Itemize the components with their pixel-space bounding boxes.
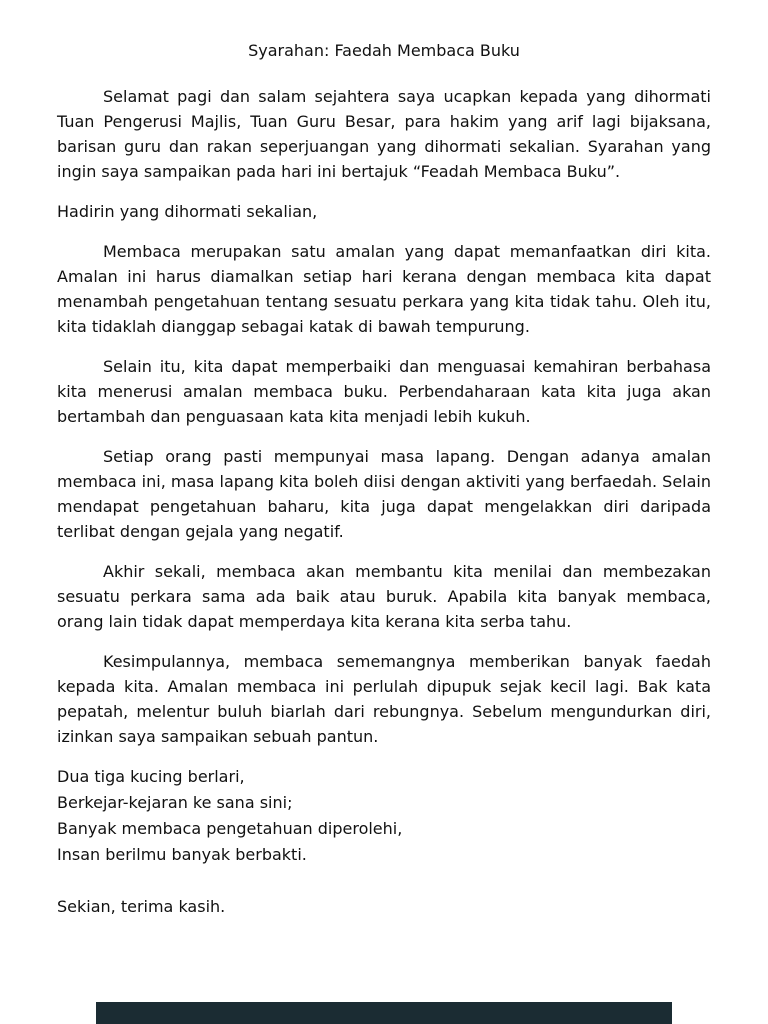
pantun-poem (57, 764, 711, 868)
footer-watermark-bar (96, 1002, 672, 1024)
paragraph-conclusion: Kesimpulannya, membaca sememangnya memberikan banyak faedah kepada kita. Amalan membaca ini perlulah dipupuk sejak kecil lagi. Bak kata pepatah, melentur buluh biarlah dari rebungnya. Sebelum mengundurkan diri, izinkan saya sampaikan sebuah pantun. (57, 652, 711, 746)
closing-line: Sekian, terima kasih. (57, 897, 226, 916)
paragraph-salutation: Hadirin yang dihormati sekalian, (57, 202, 318, 221)
pantun-line: Banyak membaca pengetahuan diperolehi, (57, 819, 403, 838)
paragraph-body-1: Membaca merupakan satu amalan yang dapat memanfaatkan diri kita. Amalan ini harus diamalkan setiap hari kerana dengan membaca kita dapat menambah pengetahuan tentang sesuatu perkara yang kita tidak tahu. Oleh itu, kita tidaklah dianggap sebagai katak di bawah tempurung. (57, 242, 711, 336)
pantun-line: Berkejar-kejaran ke sana sini; (57, 793, 293, 812)
paragraph-body-2: Selain itu, kita dapat memperbaiki dan menguasai kemahiran berbahasa kita menerusi amalan membaca buku. Perbendaharaan kata kita juga akan bertambah dan penguasaan kata kita menjadi lebih kukuh. (57, 357, 711, 426)
paragraph-body-4: Akhir sekali, membaca akan membantu kita menilai dan membezakan sesuatu perkara sama ada baik atau buruk. Apabila kita banyak membaca, orang lain tidak dapat memperdaya kita kerana kita serba tahu. (57, 562, 711, 631)
paragraph-body-3: Setiap orang pasti mempunyai masa lapang. Dengan adanya amalan membaca ini, masa lapang kita boleh diisi dengan aktiviti yang berfaedah. Selain mendapat pengetahuan baharu, kita juga dapat mengelakkan diri daripada terlibat dengan gejala yang negatif. (57, 447, 711, 541)
pantun-line: Dua tiga kucing berlari, (57, 767, 245, 786)
document-title: Syarahan: Faedah Membaca Buku (248, 41, 520, 60)
pantun-line: Insan berilmu banyak berbakti. (57, 845, 307, 864)
paragraph-greeting: Selamat pagi dan salam sejahtera saya ucapkan kepada yang dihormati Tuan Pengerusi Majlis, Tuan Guru Besar, para hakim yang arif lagi bijaksana, barisan guru dan rakan seperjuangan yang dihormati sekalian. Syarahan yang ingin saya sampaikan pada hari ini bertajuk “Feadah Membaca Buku”. (57, 87, 711, 181)
